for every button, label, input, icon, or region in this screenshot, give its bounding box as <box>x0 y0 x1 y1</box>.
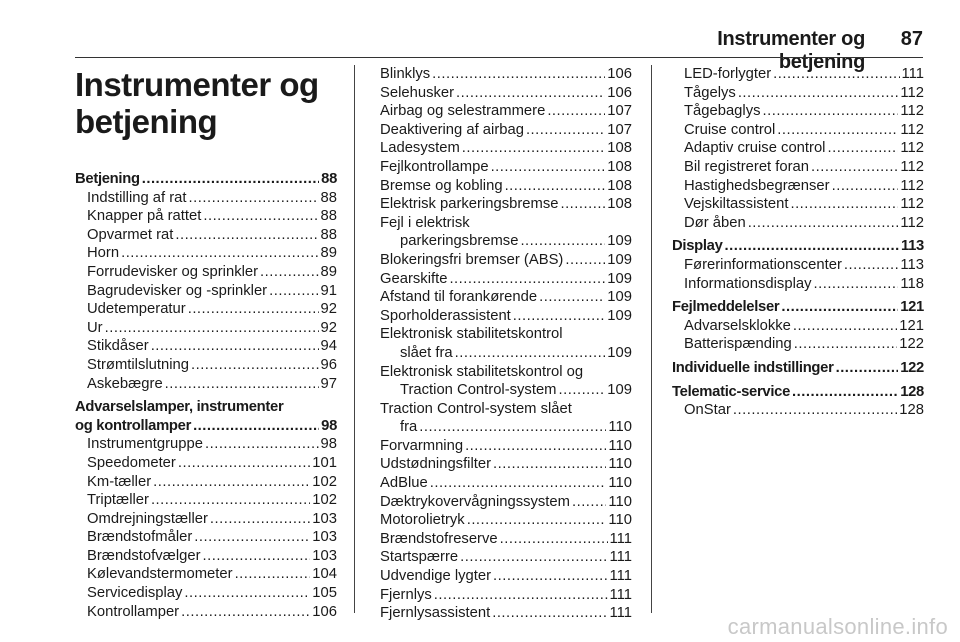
toc-entry-label: Blokeringsfri bremser (ABS) <box>380 251 564 268</box>
toc-entry[interactable] <box>380 288 632 307</box>
toc-page-number: 111 <box>609 530 632 547</box>
toc-page-number: 111 <box>609 586 632 603</box>
toc-entry[interactable] <box>672 335 924 354</box>
toc-entry-label: Blinklys <box>380 66 431 82</box>
toc-entry-label: Display <box>672 238 723 255</box>
toc-entry[interactable] <box>380 65 632 84</box>
toc-entry[interactable] <box>672 84 924 103</box>
toc-column-3 <box>672 65 924 420</box>
toc-entry[interactable] <box>672 256 924 275</box>
page-number: 87 <box>900 28 923 50</box>
toc-entry-label: Bremse og kobling <box>380 177 503 194</box>
dot-leader <box>165 375 319 394</box>
toc-entry[interactable] <box>380 567 632 586</box>
toc-entry[interactable] <box>75 319 337 338</box>
toc-entry-label: Airbag og selestrammere <box>380 103 546 120</box>
toc-column-1 <box>75 170 337 621</box>
toc-entry-label: Individuelle indstillinger <box>672 359 834 376</box>
toc-entry[interactable] <box>75 207 337 226</box>
dot-leader <box>142 170 319 189</box>
toc-entry[interactable] <box>380 307 632 326</box>
dot-leader <box>178 454 310 473</box>
toc-entry[interactable] <box>75 300 337 319</box>
dot-leader <box>121 244 318 263</box>
toc-page-number: 122 <box>899 336 924 353</box>
dot-leader <box>513 307 606 326</box>
toc-page-number: 110 <box>608 437 632 454</box>
dot-leader <box>725 237 899 256</box>
toc-column-2 <box>380 65 632 623</box>
toc-entry[interactable] <box>672 275 924 294</box>
toc-entry-label: fra <box>400 419 418 436</box>
toc-entry[interactable] <box>672 383 924 402</box>
toc-page-number: 128 <box>900 383 924 400</box>
toc-page-number: 109 <box>607 270 632 287</box>
toc-entry-label: Hastighedsbegrænser <box>684 177 830 194</box>
toc-entry-label: Askebægre <box>87 375 163 392</box>
toc-entry-label: Knapper på rattet <box>87 208 202 225</box>
toc-entry-label: Dæktrykovervågningssystem <box>380 493 570 510</box>
toc-page-number: 109 <box>607 251 632 268</box>
toc-entry-label: Stikdåser <box>87 338 149 355</box>
dot-leader <box>790 195 898 214</box>
toc-entry-label: Bagrudevisker og -sprinkler <box>87 282 268 299</box>
toc-entry[interactable] <box>75 565 337 584</box>
dot-leader <box>565 251 605 270</box>
dot-leader <box>153 473 310 492</box>
toc-entry[interactable] <box>672 139 924 158</box>
toc-entry-label: Elektronisk stabilitetskontrol <box>380 326 563 343</box>
toc-entry[interactable] <box>380 344 632 363</box>
toc-entry-label: LED-forlygter <box>684 66 772 82</box>
dot-leader <box>188 300 319 319</box>
dot-leader <box>434 586 608 605</box>
toc-page-number: 128 <box>899 402 924 419</box>
toc-entry[interactable] <box>380 102 632 121</box>
toc-entry-label: Strømtilslutning <box>87 356 189 373</box>
toc-page-number: 89 <box>320 263 337 280</box>
toc-entry[interactable] <box>75 375 337 394</box>
dot-leader <box>205 435 319 454</box>
toc-entry[interactable] <box>380 195 632 214</box>
toc-entry-label: Traction Control-system <box>400 382 557 399</box>
toc-entry-label: Dør åben <box>684 214 746 231</box>
dot-leader <box>235 565 311 584</box>
dot-leader <box>210 510 310 529</box>
toc-entry[interactable] <box>672 401 924 420</box>
chapter-title: Instrumenter og betjening <box>75 66 319 140</box>
toc-page-number: 122 <box>900 359 924 376</box>
toc-page-number: 102 <box>312 473 337 490</box>
toc-entry[interactable] <box>75 226 337 245</box>
dot-leader <box>748 214 899 233</box>
toc-entry[interactable] <box>75 491 337 510</box>
toc-entry-label: Gearskifte <box>380 270 448 287</box>
toc-entry-label: Indstilling af rat <box>87 189 187 206</box>
toc-entry[interactable] <box>75 356 337 375</box>
toc-page-number: 108 <box>607 158 632 175</box>
toc-entry[interactable] <box>380 455 632 474</box>
toc-page-number: 112 <box>900 158 924 175</box>
toc-entry-label: Deaktivering af airbag <box>380 121 524 138</box>
toc-entry-label: Motorolietryk <box>380 512 465 529</box>
dot-leader <box>539 288 605 307</box>
toc-page-number: 108 <box>607 196 632 213</box>
dot-leader <box>781 298 898 317</box>
toc-entry-label: Førerinformationscenter <box>684 256 842 273</box>
toc-entry[interactable] <box>75 263 337 282</box>
dot-leader <box>151 337 319 356</box>
toc-entry-label: Udstødningsfilter <box>380 456 492 473</box>
toc-entry-label: Tågebaglys <box>684 103 761 120</box>
dot-leader <box>430 474 607 493</box>
dot-leader <box>572 493 606 512</box>
toc-entry[interactable] <box>75 584 337 603</box>
toc-entry[interactable] <box>380 437 632 456</box>
toc-entry-label: Elektronisk stabilitetskontrol og <box>380 363 584 380</box>
dot-leader <box>491 158 606 177</box>
toc-entry[interactable] <box>380 418 632 437</box>
toc-entry[interactable] <box>672 121 924 140</box>
toc-entry[interactable] <box>380 474 632 493</box>
toc-page-number: 108 <box>607 140 632 157</box>
toc-entry-label: Brændstofreserve <box>380 530 498 547</box>
toc-entry[interactable] <box>672 102 924 121</box>
toc-page-number: 104 <box>312 566 337 583</box>
toc-page-number: 102 <box>312 492 337 509</box>
dot-leader <box>191 356 319 375</box>
toc-entry[interactable] <box>75 603 337 622</box>
toc-page-number: 109 <box>607 344 632 361</box>
toc-page-number: 103 <box>312 547 337 564</box>
toc-page-number: 112 <box>900 177 924 194</box>
toc-entry-label: Horn <box>87 245 120 262</box>
toc-page-number: 94 <box>320 338 337 355</box>
toc-page-number: 106 <box>607 84 632 101</box>
toc-entry[interactable] <box>380 177 632 196</box>
dot-leader <box>467 511 607 530</box>
column-divider <box>354 65 355 613</box>
dot-leader <box>194 528 310 547</box>
toc-page-number: 103 <box>312 510 337 527</box>
toc-entry[interactable] <box>75 244 337 263</box>
toc-page-number: 113 <box>901 238 924 255</box>
toc-entry[interactable] <box>672 195 924 214</box>
dot-leader <box>181 603 310 622</box>
dot-leader <box>460 548 607 567</box>
toc-entry[interactable] <box>75 417 337 436</box>
toc-entry[interactable] <box>75 510 337 529</box>
toc-entry[interactable] <box>75 454 337 473</box>
toc-page-number: 92 <box>320 319 337 336</box>
toc-entry-label: Kølevandstermometer <box>87 566 233 583</box>
toc-entry-label: Telematic-service <box>672 383 791 400</box>
toc-page-number: 111 <box>609 549 632 566</box>
dot-leader <box>836 359 899 378</box>
toc-entry-label: Fjernlysassistent <box>380 605 491 622</box>
toc-entry-label: AdBlue <box>380 475 428 492</box>
toc-entry-label: Fejlmeddelelser <box>672 299 780 316</box>
toc-page-number: 118 <box>900 275 924 292</box>
toc-page-number: 109 <box>607 233 632 250</box>
toc-page-number: 98 <box>321 417 337 434</box>
dot-leader <box>733 401 897 420</box>
toc-entry-label: Afstand til forankørende <box>380 289 538 306</box>
toc-entry[interactable] <box>380 586 632 605</box>
dot-leader <box>260 263 318 282</box>
dot-leader <box>493 567 607 586</box>
toc-page-number: 111 <box>609 568 632 585</box>
toc-entry[interactable] <box>75 337 337 356</box>
toc-page-number: 106 <box>312 603 337 620</box>
toc-entry-label: Fejlkontrollampe <box>380 158 489 175</box>
toc-entry-label: Brændstofvælger <box>87 547 201 564</box>
toc-page-number: 121 <box>900 299 924 316</box>
toc-page-number: 96 <box>320 356 337 373</box>
toc-entry-label: Informationsdisplay <box>684 275 812 292</box>
dot-leader <box>792 383 898 402</box>
toc-page-number: 112 <box>900 84 924 101</box>
dot-leader <box>189 189 319 208</box>
toc-page-number: 110 <box>608 493 632 510</box>
dot-leader <box>269 282 318 301</box>
running-header-title: Instrumenter og betjening <box>717 28 865 73</box>
dot-leader <box>763 102 899 121</box>
toc-entry[interactable] <box>380 493 632 512</box>
toc-page-number: 91 <box>320 282 337 299</box>
toc-page-number: 92 <box>320 301 337 318</box>
dot-leader <box>184 584 310 603</box>
toc-entry-label: Bil registreret foran <box>684 158 810 175</box>
toc-page-number: 107 <box>607 103 632 120</box>
toc-page-number: 109 <box>607 307 632 324</box>
toc-page-number: 89 <box>320 245 337 262</box>
toc-page-number: 112 <box>900 214 924 231</box>
toc-entry-label: Udvendige lygter <box>380 568 492 585</box>
toc-entry-label: Omdrejningstæller <box>87 510 208 527</box>
toc-entry-label: Startspærre <box>380 549 459 566</box>
dot-leader <box>773 65 899 84</box>
dot-leader <box>560 195 605 214</box>
toc-page-number: 121 <box>899 317 924 334</box>
dot-leader <box>827 139 898 158</box>
toc-entry[interactable] <box>380 530 632 549</box>
toc-entry-label: slået fra <box>400 344 453 361</box>
dot-leader <box>844 256 899 275</box>
toc-entry[interactable] <box>380 121 632 140</box>
toc-page-number: 103 <box>312 529 337 546</box>
toc-entry[interactable] <box>75 528 337 547</box>
dot-leader <box>832 177 899 196</box>
toc-entry-label: Ladesystem <box>380 140 460 157</box>
toc-page-number: 110 <box>608 475 632 492</box>
toc-entry-label: Ur <box>87 319 103 336</box>
dot-leader <box>456 84 605 103</box>
toc-entry[interactable] <box>75 189 337 208</box>
toc-entry-label: Km-tæller <box>87 473 152 490</box>
toc-entry-label: og kontrollamper <box>75 417 192 434</box>
toc-entry[interactable] <box>672 237 924 256</box>
toc-entry-label: Elektrisk parkeringsbremse <box>380 196 559 213</box>
toc-entry[interactable] <box>380 84 632 103</box>
toc-entry[interactable] <box>75 547 337 566</box>
toc-entry[interactable] <box>672 359 924 378</box>
toc-page-number: 109 <box>607 382 632 399</box>
toc-page-number: 112 <box>900 121 924 138</box>
toc-page-number: 88 <box>320 226 337 243</box>
toc-entry[interactable] <box>75 282 337 301</box>
dot-leader <box>151 491 310 510</box>
toc-page-number: 106 <box>607 66 632 82</box>
dot-leader <box>547 102 605 121</box>
dot-leader <box>777 121 898 140</box>
toc-entry-label: Forvarmning <box>380 437 464 454</box>
toc-entry-label: Kontrollamper <box>87 603 180 620</box>
toc-entry-label: Tågelys <box>684 84 736 101</box>
dot-leader <box>493 455 606 474</box>
toc-entry-label: Traction Control-system slået <box>380 400 572 417</box>
toc-entry[interactable] <box>380 251 632 270</box>
toc-entry-label: Fjernlys <box>380 586 432 603</box>
toc-entry-label: OnStar <box>684 402 731 419</box>
toc-page-number: 107 <box>607 121 632 138</box>
toc-entry[interactable] <box>672 298 924 317</box>
toc-entry-label: Instrumentgruppe <box>87 436 203 453</box>
toc-page-number: 112 <box>900 140 924 157</box>
toc-entry[interactable] <box>380 381 632 400</box>
toc-entry[interactable] <box>380 270 632 289</box>
toc-page-number: 88 <box>320 208 337 225</box>
toc-entry-label: Forrudevisker og sprinkler <box>87 263 259 280</box>
dot-leader <box>203 547 311 566</box>
dot-leader <box>813 275 898 294</box>
dot-leader <box>794 335 898 354</box>
dot-leader <box>500 530 608 549</box>
toc-entry[interactable] <box>672 158 924 177</box>
dot-leader <box>203 207 318 226</box>
toc-entry[interactable] <box>672 65 924 84</box>
toc-entry[interactable] <box>380 158 632 177</box>
dot-leader <box>520 232 605 251</box>
toc-page-number: 113 <box>900 256 924 273</box>
toc-entry[interactable] <box>75 473 337 492</box>
toc-entry-label: Betjening <box>75 171 140 187</box>
toc-entry-label: Selehusker <box>380 84 455 101</box>
dot-leader <box>526 121 605 140</box>
toc-page-number: 101 <box>312 454 337 471</box>
toc-page-number: 105 <box>312 585 337 602</box>
toc-page-number: 88 <box>321 171 337 187</box>
dot-leader <box>462 139 606 158</box>
toc-entry[interactable] <box>75 435 337 454</box>
toc-entry-label: Adaptiv cruise control <box>684 140 826 157</box>
dot-leader <box>105 319 319 338</box>
toc-entry-label: Vejskiltassistent <box>684 196 789 213</box>
toc-entry[interactable] <box>380 511 632 530</box>
toc-entry[interactable] <box>380 604 632 623</box>
toc-entry[interactable] <box>380 139 632 158</box>
toc-entry-label: Opvarmet rat <box>87 226 174 243</box>
toc-page-number: 110 <box>608 512 632 529</box>
toc-entry[interactable] <box>380 232 632 251</box>
dot-leader <box>811 158 898 177</box>
toc-entry-label: Sporholderassistent <box>380 307 511 324</box>
toc-page-number: 109 <box>607 289 632 306</box>
dot-leader <box>455 344 606 363</box>
toc-entry-label: Brændstofmåler <box>87 529 193 546</box>
watermark: carmanualsonline.info <box>727 614 948 639</box>
dot-leader <box>449 270 605 289</box>
dot-leader <box>559 381 606 400</box>
toc-entry-label: Batterispænding <box>684 336 792 353</box>
toc-entry[interactable] <box>75 170 337 189</box>
toc-page-number: 97 <box>320 375 337 392</box>
toc-page-number: 110 <box>608 456 632 473</box>
dot-leader <box>793 317 897 336</box>
toc-entry-label: Udetemperatur <box>87 301 186 318</box>
toc-entry-label: Triptæller <box>87 492 149 509</box>
column-divider <box>651 65 652 613</box>
header-divider <box>75 57 923 58</box>
dot-leader <box>175 226 318 245</box>
dot-leader <box>465 437 606 456</box>
toc-entry[interactable] <box>380 548 632 567</box>
toc-entry-label: parkeringsbremse <box>400 233 519 250</box>
toc-entry-label: Cruise control <box>684 121 776 138</box>
toc-page-number: 98 <box>320 436 337 453</box>
dot-leader <box>419 418 606 437</box>
toc-page-number: 108 <box>607 177 632 194</box>
dot-leader <box>505 177 606 196</box>
toc-entry-label: Servicedisplay <box>87 585 183 602</box>
toc-entry[interactable] <box>672 317 924 336</box>
toc-page-number: 111 <box>609 605 632 622</box>
toc-entry-label: Fejl i elektrisk <box>380 214 470 231</box>
toc-page-number: 111 <box>901 66 924 82</box>
dot-leader <box>738 84 899 103</box>
dot-leader <box>432 65 605 84</box>
toc-page-number: 110 <box>608 419 632 436</box>
toc-entry-label: Advarselslamper, instrumenter <box>75 399 284 416</box>
toc-page-number: 112 <box>900 103 924 120</box>
toc-entry[interactable] <box>672 177 924 196</box>
toc-entry[interactable] <box>672 214 924 233</box>
dot-leader <box>193 417 319 436</box>
toc-entry-label: Advarselsklokke <box>684 317 791 334</box>
dot-leader <box>492 604 607 623</box>
toc-entry-label: Speedometer <box>87 454 176 471</box>
toc-page-number: 88 <box>320 189 337 206</box>
toc-page-number: 112 <box>900 196 924 213</box>
